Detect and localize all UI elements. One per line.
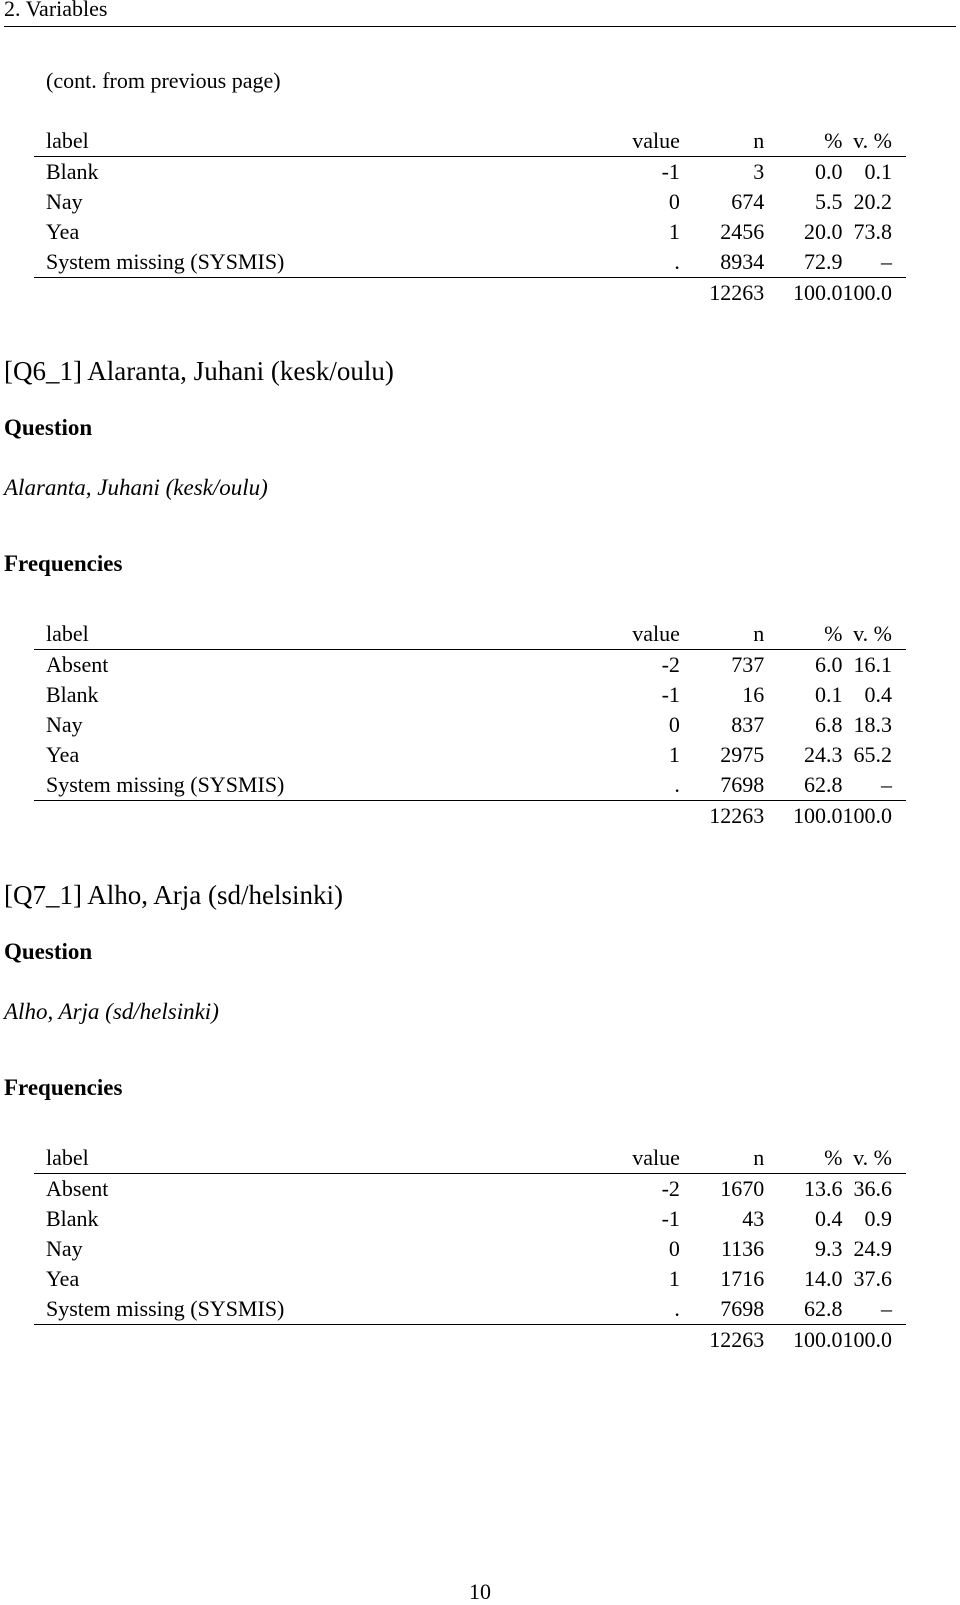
col-header-vpct: v. % — [842, 619, 906, 650]
cell-n: 43 — [742, 1206, 765, 1231]
frequency-table-continued — [34, 126, 906, 308]
table-row — [34, 157, 906, 188]
cell-label: Yea — [46, 742, 80, 767]
total-row — [34, 801, 906, 832]
table-row — [34, 187, 906, 217]
cell-label: System missing (SYSMIS) — [34, 247, 580, 278]
total-pct: 100.0 — [792, 1327, 843, 1352]
cell-label: Nay — [46, 712, 83, 737]
cell-vpct: 73.8 — [853, 219, 892, 244]
total-row — [34, 1325, 906, 1356]
cell-pct: 0.1 — [814, 682, 843, 707]
cell-label: Absent — [46, 1176, 109, 1201]
cell-value: 1 — [668, 1266, 680, 1291]
section-title-q7: [Q7_1] Alho, Arja (sd/helsinki) — [4, 880, 343, 910]
section-title-q6: [Q6_1] Alaranta, Juhani (kesk/oulu) — [4, 356, 394, 386]
table-row — [34, 217, 906, 247]
cell-label: System missing (SYSMIS) — [34, 1294, 580, 1325]
cell-value: -1 — [661, 682, 680, 707]
col-header-value: value — [580, 1143, 680, 1174]
cell-pct: 62.8 — [764, 770, 842, 801]
cell-value: -1 — [661, 159, 680, 184]
cell-vpct: – — [842, 1294, 906, 1325]
cell-pct: 20.0 — [803, 219, 843, 244]
cell-vpct: 0.4 — [864, 682, 892, 707]
cell-vpct: 37.6 — [853, 1266, 892, 1291]
table-row — [34, 740, 906, 770]
cell-n: 1716 — [720, 1266, 765, 1291]
cell-pct: 6.8 — [814, 712, 843, 737]
cell-label: Nay — [46, 1236, 83, 1261]
cell-label: Nay — [46, 189, 83, 214]
cell-pct: 0.4 — [814, 1206, 843, 1231]
question-text-q7: Alho, Arja (sd/helsinki) — [4, 999, 219, 1024]
cell-vpct: – — [842, 247, 906, 278]
col-header-value: value — [580, 619, 680, 650]
cell-pct: 6.0 — [814, 652, 843, 677]
table-row — [34, 770, 906, 801]
cell-pct: 24.3 — [803, 742, 843, 767]
total-vpct: 100.0 — [842, 803, 892, 828]
cell-n: 8934 — [680, 247, 764, 278]
cell-value: -2 — [661, 652, 680, 677]
cell-vpct: 24.9 — [853, 1236, 892, 1261]
total-n: 12263 — [709, 280, 765, 305]
col-header-n: n — [680, 619, 764, 650]
cell-value: 0 — [668, 712, 680, 737]
cell-n: 674 — [731, 189, 765, 214]
cell-vpct: 65.2 — [853, 742, 892, 767]
total-vpct: 100.0 — [842, 280, 892, 305]
table-row — [34, 1294, 906, 1325]
cell-label: Absent — [46, 652, 109, 677]
table-row — [34, 1234, 906, 1264]
cell-vpct: 16.1 — [853, 652, 892, 677]
col-header-pct: % — [764, 1143, 842, 1174]
cell-label: Blank — [46, 1206, 99, 1231]
cell-n: 2975 — [720, 742, 765, 767]
question-heading-q6: Question — [4, 415, 93, 440]
col-header-label: label — [34, 619, 580, 650]
continuation-note: (cont. from previous page) — [46, 68, 281, 93]
cell-value: 0 — [668, 1236, 680, 1261]
cell-label: Blank — [46, 159, 99, 184]
question-text-q6: Alaranta, Juhani (kesk/oulu) — [4, 475, 268, 500]
table-row — [34, 680, 906, 710]
cell-pct: 0.0 — [814, 159, 843, 184]
table-header-row — [34, 126, 906, 157]
cell-n: 837 — [731, 712, 765, 737]
col-header-vpct: v. % — [842, 1143, 906, 1174]
frequencies-heading-q7: Frequencies — [4, 1075, 123, 1100]
cell-pct: 13.6 — [803, 1176, 843, 1201]
cell-n: 7698 — [680, 1294, 764, 1325]
running-header: 2. Variables — [4, 0, 108, 21]
cell-n: 3 — [753, 159, 765, 184]
cell-n: 2456 — [720, 219, 765, 244]
frequency-table-q6 — [34, 619, 906, 831]
col-header-pct: % — [764, 619, 842, 650]
total-vpct: 100.0 — [842, 1327, 892, 1352]
cell-pct: 5.5 — [814, 189, 843, 214]
page-number: 10 — [469, 1579, 491, 1604]
cell-value: . — [580, 1294, 680, 1325]
table-row — [34, 710, 906, 740]
cell-vpct: 0.1 — [864, 159, 892, 184]
cell-n: 16 — [742, 682, 765, 707]
col-header-n: n — [680, 126, 764, 157]
total-pct: 100.0 — [792, 803, 843, 828]
cell-vpct: 36.6 — [853, 1176, 892, 1201]
frequency-table-q7 — [34, 1143, 906, 1355]
cell-label: Yea — [46, 1266, 80, 1291]
col-header-label: label — [34, 126, 580, 157]
cell-value: -2 — [661, 1176, 680, 1201]
col-header-value: value — [580, 126, 680, 157]
cell-n: 737 — [731, 652, 765, 677]
cell-label: Yea — [46, 219, 80, 244]
cell-vpct: 18.3 — [853, 712, 892, 737]
col-header-pct: % — [764, 126, 842, 157]
col-header-label: label — [34, 1143, 580, 1174]
col-header-n: n — [680, 1143, 764, 1174]
cell-vpct: 20.2 — [853, 189, 892, 214]
frequencies-heading-q6: Frequencies — [4, 551, 123, 576]
table-row — [34, 247, 906, 278]
cell-n: 7698 — [680, 770, 764, 801]
total-pct: 100.0 — [792, 280, 843, 305]
cell-value: . — [580, 770, 680, 801]
cell-value: . — [580, 247, 680, 278]
cell-vpct: – — [842, 770, 906, 801]
table-row — [34, 1204, 906, 1234]
table-header-row — [34, 619, 906, 650]
total-n: 12263 — [709, 803, 765, 828]
cell-value: -1 — [661, 1206, 680, 1231]
cell-label: System missing (SYSMIS) — [34, 770, 580, 801]
table-row — [34, 1264, 906, 1294]
cell-pct: 62.8 — [764, 1294, 842, 1325]
cell-n: 1670 — [720, 1176, 765, 1201]
cell-n: 1136 — [721, 1236, 765, 1261]
question-heading-q7: Question — [4, 939, 93, 964]
cell-label: Blank — [46, 682, 99, 707]
cell-pct: 9.3 — [814, 1236, 843, 1261]
cell-value: 1 — [668, 219, 680, 244]
cell-pct: 72.9 — [764, 247, 842, 278]
total-row — [34, 278, 906, 309]
header-rule — [4, 26, 956, 27]
table-row — [34, 650, 906, 681]
cell-vpct: 0.9 — [864, 1206, 892, 1231]
table-header-row — [34, 1143, 906, 1174]
cell-pct: 14.0 — [803, 1266, 843, 1291]
total-n: 12263 — [709, 1327, 765, 1352]
col-header-vpct: v. % — [842, 126, 906, 157]
table-row — [34, 1174, 906, 1205]
cell-value: 0 — [668, 189, 680, 214]
cell-value: 1 — [668, 742, 680, 767]
